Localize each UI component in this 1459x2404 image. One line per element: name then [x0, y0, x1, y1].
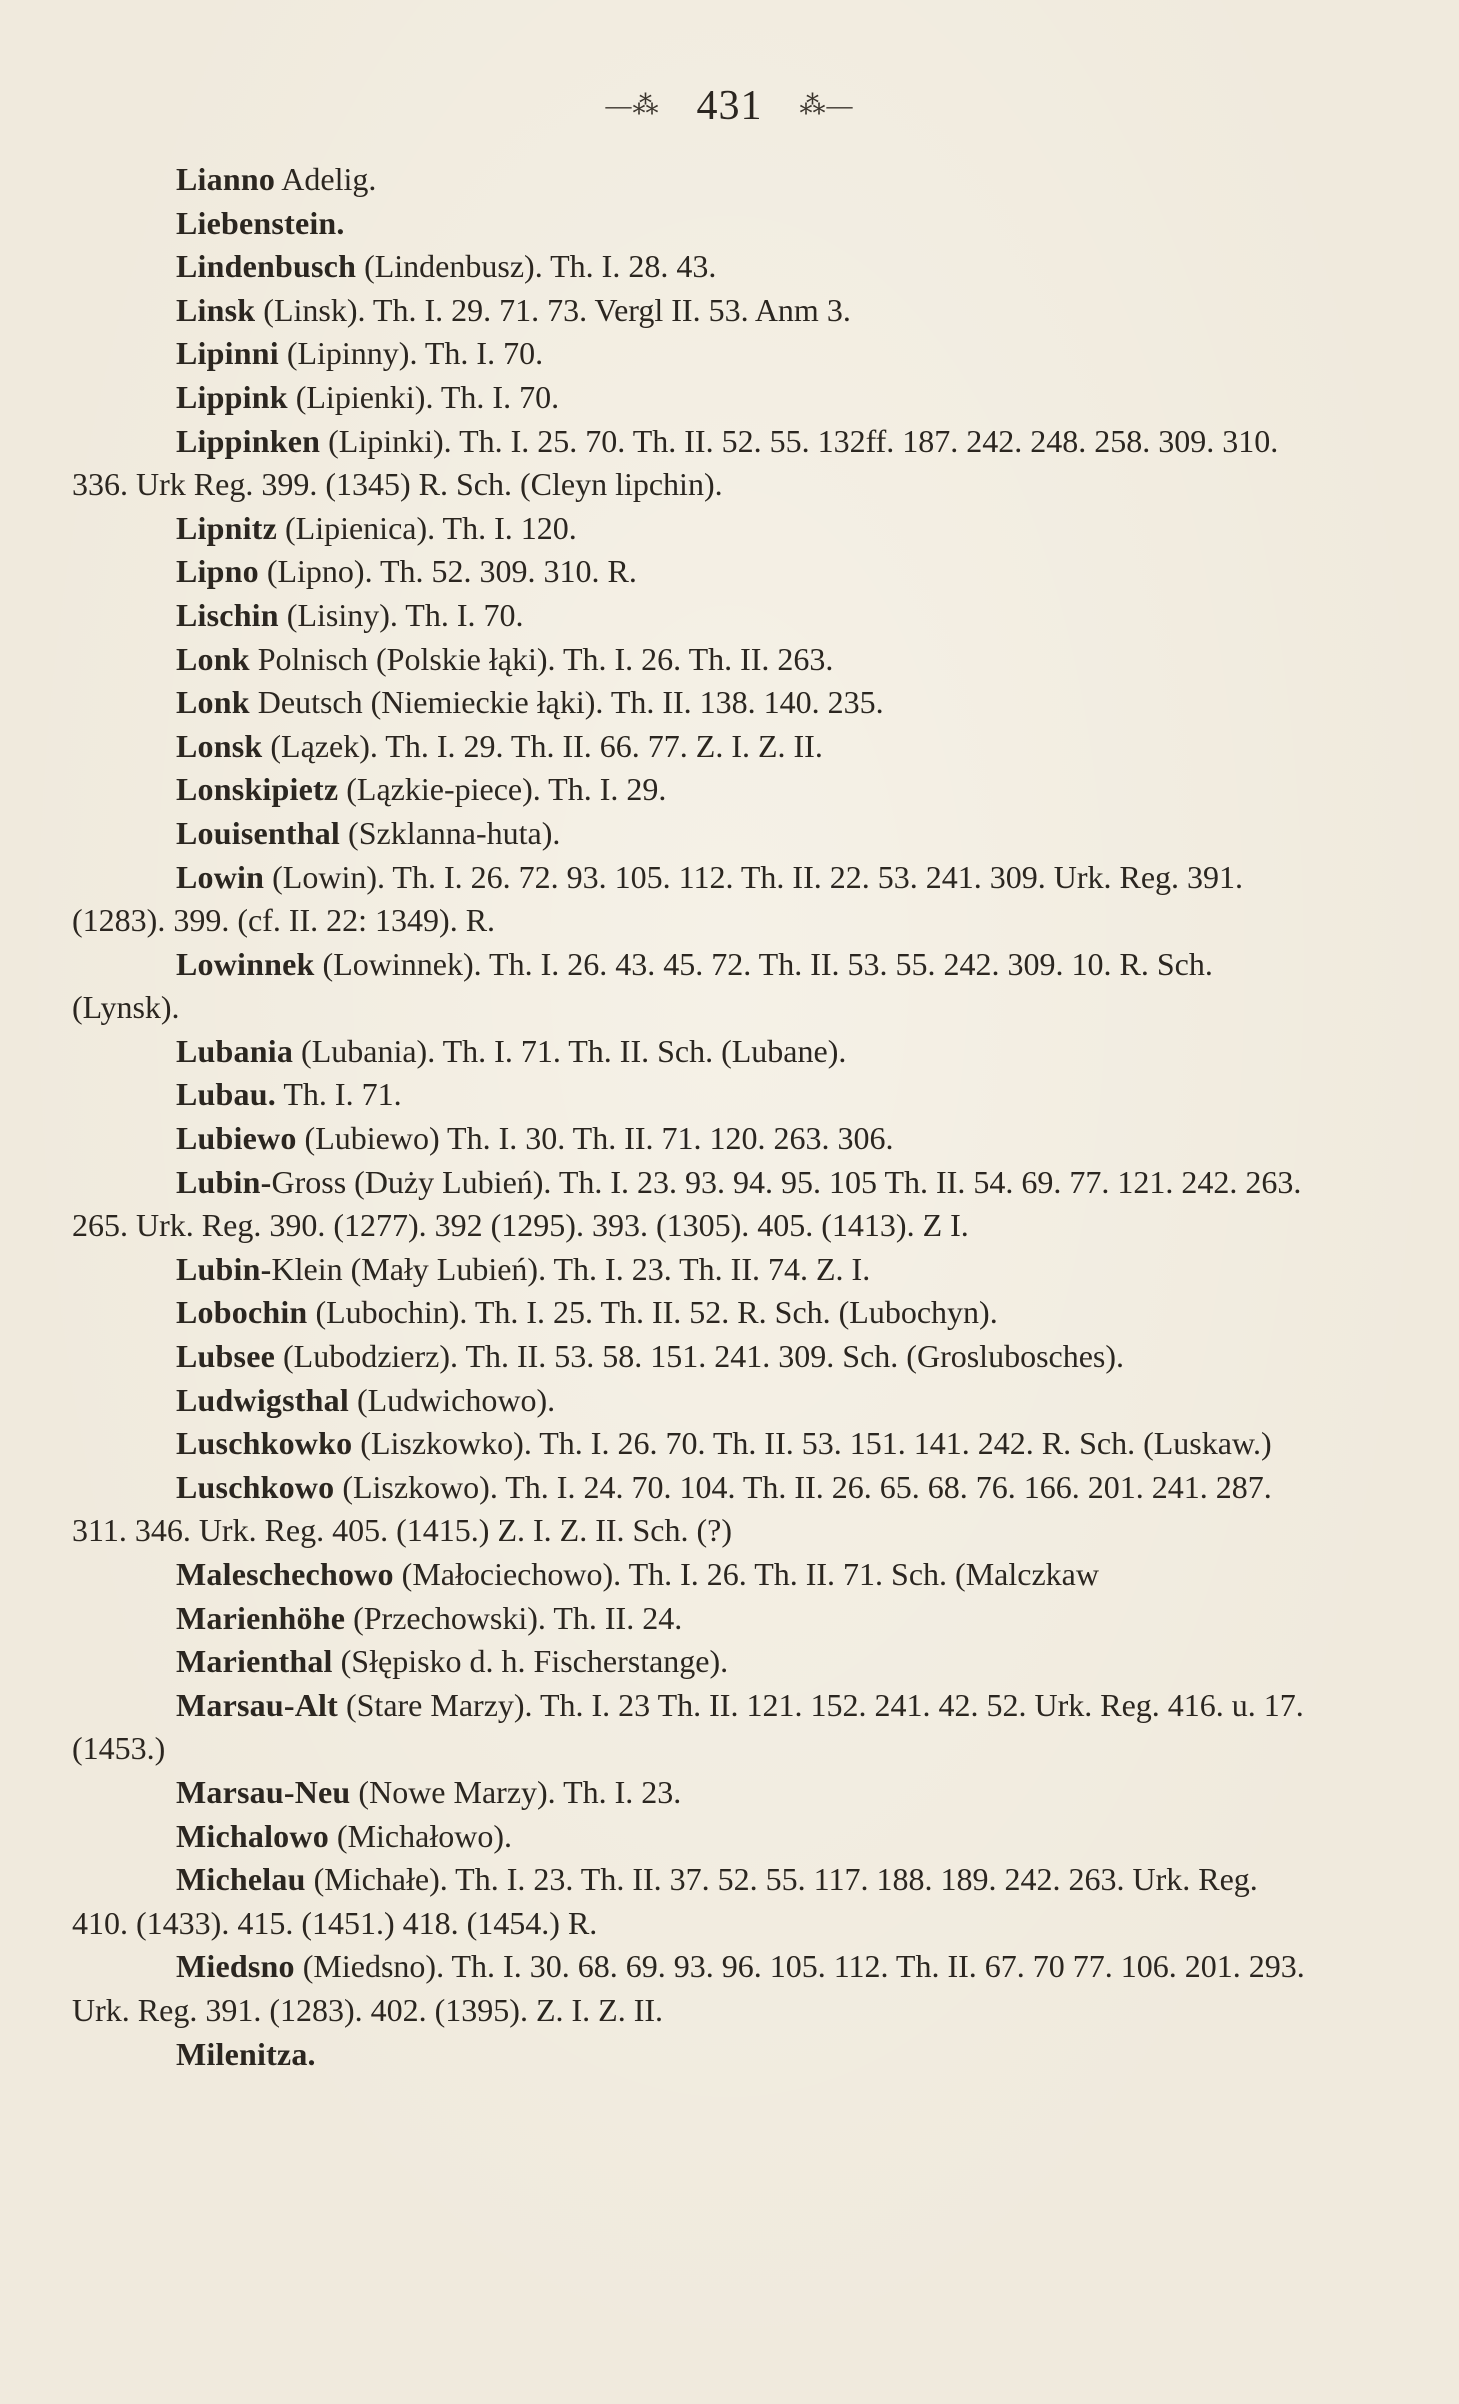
- entry-name: Ludwigsthal: [176, 1381, 349, 1418]
- entry-name: Marienhöhe: [176, 1599, 346, 1636]
- index-entry: [72, 1553, 1312, 1597]
- entry-text: (Lipienki). Th. I. 70.: [287, 378, 560, 415]
- entry-name-suffix: Klein: [271, 1250, 343, 1287]
- entry-text: (Michałe). Th. I. 23. Th. II. 37. 52. 55. 117. 188. 189. 242. 263. Urk. Reg. 410. (1433). 415. (1451.) 418. (1454.) R.: [72, 1861, 1258, 1941]
- index-entry: [72, 1815, 1312, 1859]
- index-entry: [72, 943, 1312, 1030]
- index-entry: [72, 1335, 1312, 1379]
- entry-name: Lonk: [176, 640, 250, 677]
- entry-text: (Liszkowo). Th. I. 24. 70. 104. Th. II. 26. 65. 68. 76. 166. 201. 241. 287. 311. 346. Urk. Reg. 405. (1415.) Z. I. Z. II. Sch. (?): [72, 1468, 1272, 1549]
- entry-name: Marienthal: [176, 1643, 333, 1680]
- entry-text: (Stare Marzy). Th. I. 23 Th. II. 121. 152. 241. 42. 52. Urk. Reg. 416. u. 17. (1453.): [72, 1686, 1304, 1767]
- index-entry: [72, 1597, 1312, 1641]
- entry-text: (Lowin). Th. I. 26. 72. 93. 105. 112. Th. II. 22. 53. 241. 309. Urk. Reg. 391. (1283). 399. (cf. II. 22: 1349). R.: [72, 858, 1244, 939]
- entry-name: Lindenbusch: [176, 248, 357, 285]
- index-entry: [72, 1640, 1312, 1684]
- page-number: 431: [696, 82, 763, 129]
- index-entry: [72, 245, 1312, 289]
- entry-text: (Nowe Marzy). Th. I. 23.: [350, 1773, 682, 1810]
- entry-text: (Lowinnek). Th. I. 26. 43. 45. 72. Th. II. 53. 55. 242. 309. 10. R. Sch. (Lynsk).: [72, 945, 1213, 1026]
- entry-name: Lipno: [176, 553, 259, 590]
- entry-name: Lonk: [176, 684, 250, 721]
- entry-name: Michelau: [176, 1861, 306, 1898]
- ornament-left: —⁂: [605, 90, 660, 120]
- index-entry: [72, 202, 1312, 246]
- entry-text: (Lązek). Th. I. 29. Th. II. 66. 77. Z. I. Z. II.: [262, 727, 823, 764]
- index-entry: [72, 332, 1312, 376]
- entry-name: Marsau-Neu: [176, 1773, 351, 1810]
- index-entry: [72, 376, 1312, 420]
- entry-name: Marsau-Alt: [176, 1686, 338, 1723]
- entry-text: Deutsch (Niemieckie łąki). Th. II. 138. 140. 235.: [249, 684, 884, 721]
- entry-name: Lobochin: [176, 1294, 308, 1331]
- index-entry: [72, 507, 1312, 551]
- entry-text: Th. I. 71.: [275, 1076, 402, 1113]
- entry-text: (Lipno). Th. 52. 309. 310. R.: [258, 553, 637, 590]
- index-entry: [72, 1771, 1312, 1815]
- index-entry: [72, 594, 1312, 638]
- entry-text: (Miedsno). Th. I. 30. 68. 69. 93. 96. 105. 112. Th. II. 67. 70 77. 106. 201. 293. Urk. Reg. 391. (1283). 402. (1395). Z. I. Z. II.: [72, 1948, 1305, 2028]
- index-entry: [72, 158, 1312, 202]
- entry-text: (Ludwichowo).: [348, 1381, 556, 1418]
- index-entry: [72, 1858, 1312, 1945]
- entry-name: Lowin: [176, 858, 265, 895]
- entry-name: Liebenstein.: [176, 204, 345, 241]
- entry-text: (Słępisko d. h. Fischerstange).: [332, 1643, 729, 1680]
- entry-name: Lubin-: [176, 1163, 272, 1200]
- index-entry: [72, 1466, 1312, 1553]
- entry-name: Lubau.: [176, 1076, 276, 1113]
- entry-name: Lubin-: [176, 1250, 272, 1287]
- entry-name: Luschkowko: [176, 1425, 353, 1462]
- entry-name: Michalowo: [176, 1817, 329, 1854]
- entry-text: (Przechowski). Th. II. 24.: [345, 1599, 683, 1636]
- index-entry: [72, 812, 1312, 856]
- entry-name: Linsk: [176, 291, 256, 328]
- entry-name: Lubania: [176, 1032, 294, 1069]
- entry-text: (Lubodzierz). Th. II. 53. 58. 151. 241. 309. Sch. (Groslubosches).: [275, 1338, 1125, 1375]
- index-entry: [72, 550, 1312, 594]
- index-entry: [72, 1117, 1312, 1161]
- index-entry: [72, 1161, 1312, 1248]
- index-entry: [72, 1248, 1312, 1292]
- entry-text: (Lipinny). Th. I. 70.: [278, 335, 544, 372]
- entry-name: Lubiewo: [176, 1120, 297, 1157]
- entry-text: (Mały Lubień). Th. I. 23. Th. II. 74. Z. I.: [342, 1250, 871, 1287]
- entry-text: (Duży Lubień). Th. I. 23. 93. 94. 95. 105 Th. II. 54. 69. 77. 121. 242. 263. 265. Urk. Reg. 390. (1277). 392 (1295). 393. (1305). 405. (1413). Z I.: [72, 1163, 1302, 1244]
- entry-name: Lischin: [176, 596, 279, 633]
- entry-name: Maleschechowo: [176, 1556, 394, 1592]
- entry-name: Lipnitz: [176, 509, 277, 546]
- entry-text: (Lązkie-piece). Th. I. 29.: [338, 771, 667, 808]
- entry-text: (Lisiny). Th. I. 70.: [278, 596, 524, 633]
- entry-name-suffix: Gross: [271, 1163, 347, 1200]
- index-entry: [72, 2033, 1312, 2077]
- entry-text: (Lipinki). Th. I. 25. 70. Th. II. 52. 55. 132ff. 187. 242. 248. 258. 309. 310. 336. Urk Reg. 399. (1345) R. Sch. (Cleyn lipchin).: [72, 422, 1279, 503]
- entry-name: Lippink: [176, 378, 288, 415]
- index-entry: [72, 289, 1312, 333]
- entry-name: Luschkowo: [176, 1468, 335, 1505]
- entry-text: (Szklanna-huta).: [340, 814, 561, 851]
- entry-text: Polnisch (Polskie łąki). Th. I. 26. Th. II. 263.: [249, 640, 834, 677]
- index-entry: [72, 638, 1312, 682]
- index-entry: [72, 1030, 1312, 1074]
- entry-name: Lowinnek: [176, 945, 315, 982]
- index-entries: [72, 158, 1312, 2076]
- page-header: [0, 78, 1459, 130]
- entry-text: Adelig.: [275, 161, 377, 197]
- entry-name: Lonskipietz: [176, 771, 339, 808]
- entry-text: (Małociechowo). Th. I. 26. Th. II. 71. Sch. (Malczkaw: [393, 1556, 1099, 1592]
- index-entry: [72, 1073, 1312, 1117]
- index-entry: [72, 1684, 1312, 1771]
- index-entry: [72, 1379, 1312, 1423]
- index-entry: [72, 768, 1312, 812]
- index-entry: [72, 1422, 1312, 1466]
- entry-name: Lianno: [176, 161, 276, 197]
- index-entry: [72, 856, 1312, 943]
- entry-text: (Michałowo).: [328, 1817, 512, 1854]
- index-entry: [72, 681, 1312, 725]
- index-entry: [72, 1945, 1312, 2032]
- entry-text: (Lubania). Th. I. 71. Th. II. Sch. (Lubane).: [293, 1032, 847, 1069]
- index-entry: [72, 1291, 1312, 1335]
- entry-text: (Lipienica). Th. I. 120.: [276, 509, 577, 546]
- entry-name: Louisenthal: [176, 814, 341, 851]
- entry-text: (Liszkowko). Th. I. 26. 70. Th. II. 53. 151. 141. 242. R. Sch. (Luskaw.): [352, 1425, 1272, 1462]
- ornament-right: ⁂—: [799, 90, 854, 120]
- entry-text: (Linsk). Th. I. 29. 71. 73. Vergl II. 53. Anm 3.: [255, 291, 851, 328]
- entry-text: (Lindenbusz). Th. I. 28. 43.: [356, 248, 717, 285]
- entry-text: (Lubiewo) Th. I. 30. Th. II. 71. 120. 263. 306.: [296, 1120, 894, 1157]
- entry-name: Lonsk: [176, 727, 263, 764]
- entry-name: Lipinni: [176, 335, 279, 372]
- entry-name: Lippinken: [176, 422, 321, 459]
- index-entry: [72, 420, 1312, 507]
- entry-name: Lubsee: [176, 1338, 275, 1375]
- entry-text: (Lubochin). Th. I. 25. Th. II. 52. R. Sch. (Lubochyn).: [307, 1294, 998, 1331]
- index-entry: [72, 725, 1312, 769]
- entry-name: Miedsno: [176, 1948, 295, 1985]
- entry-name: Milenitza.: [176, 2035, 316, 2072]
